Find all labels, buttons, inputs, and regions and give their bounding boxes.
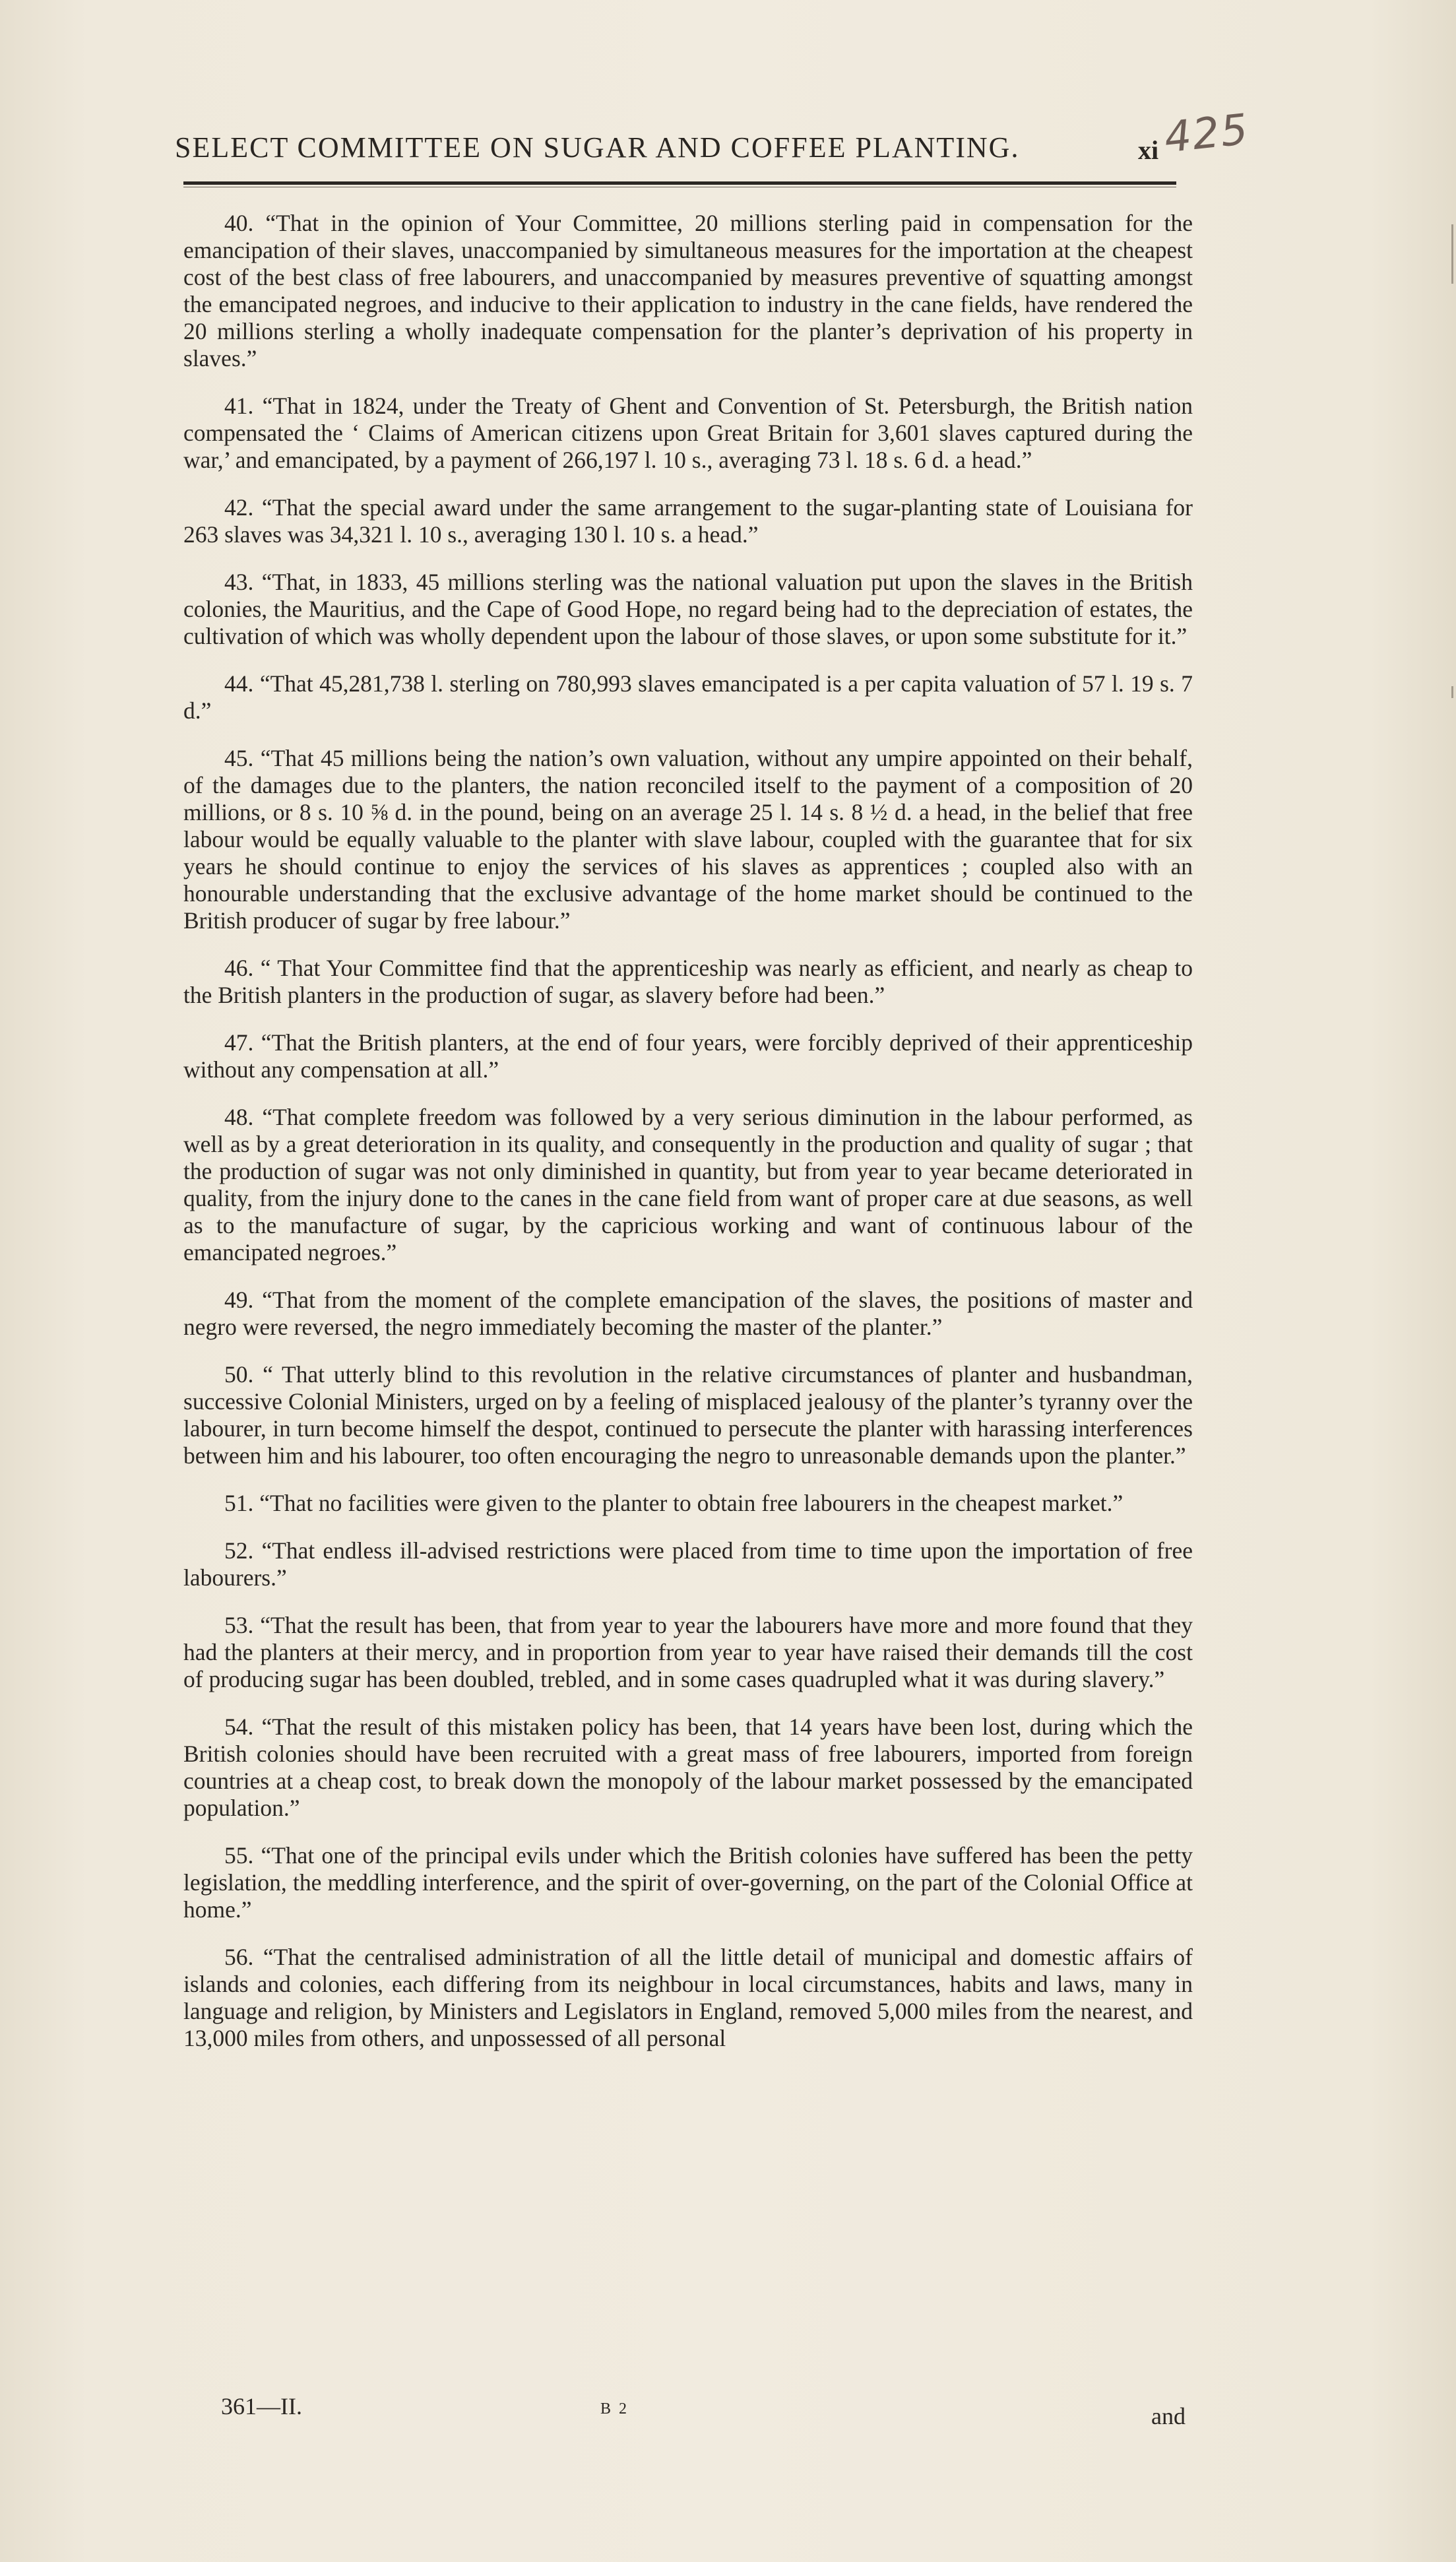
paragraph-56: 56. “That the centralised administration of all the little detail of municipal and domestic affairs of islands and colonies, each differing from its neighbour in local circumstances, habits and laws, many in language and religion, by Ministers and Legislators in England, removed 5,000 miles from the nearest, and 13,000 miles from others, and unpossessed of all personal (183, 1944, 1193, 2051)
paragraph-49: 49. “That from the moment of the complete emancipation of the slaves, the positions of master and negro were reversed, the negro immediately becoming the master of the planter.” (183, 1287, 1193, 1340)
handwritten-folio-number: 425 (1162, 105, 1251, 163)
catchword: and (1151, 2403, 1186, 2429)
running-header (175, 105, 1251, 178)
document-number: 361—II. (221, 2393, 302, 2419)
signature-mark: B 2 (600, 2400, 629, 2418)
page-edge-mark (1451, 224, 1453, 284)
paragraph-43: 43. “That, in 1833, 45 millions sterling was the national valuation put upon the slaves in the British colonies, the Mauritius, and the Cape of Good Hope, no regard being had to the depreciation of estates, the cultivation of which was wholly dependent upon the labour of those slaves, or upon some substitute for it.” (183, 569, 1193, 649)
body-text (183, 210, 1193, 2072)
paragraph-42: 42. “That the special award under the same arrangement to the sugar-planting state of Louisiana for 263 slaves was 34,321 l. 10 s., averaging 130 l. 10 s. a head.” (183, 494, 1193, 548)
paragraph-54: 54. “That the result of this mistaken policy has been, that 14 years have been lost, during which the British colonies should have been recruited with a great mass of free labourers, imported from foreign countries at a cheap cost, to break down the monopoly of the labour market possessed by the emancipated population.” (183, 1713, 1193, 1821)
paragraph-53: 53. “That the result has been, that from year to year the labourers have more and more found that they had the planters at their mercy, and in proportion from year to year have raised their demands till the cost of producing sugar has been doubled, trebled, and in some cases quadrupled what it was during slavery.” (183, 1612, 1193, 1692)
paragraph-48: 48. “That complete freedom was followed by a very serious diminution in the labour performed, as well as by a great deterioration in its quality, and consequently in the production and quality of sugar ; that the production of sugar was not only diminished in quantity, but from year to year became deteriorated in quality, from the injury done to the canes in the cane field from want of proper care at due seasons, as well as to the manufacture of sugar, by the capricious working and want of continuous labour of the emancipated negroes.” (183, 1104, 1193, 1265)
paragraph-55: 55. “That one of the principal evils under which the British colonies have suffered has been the petty legislation, the meddling interference, and the spirit of over-governing, on the part of the Colonial Office at home.” (183, 1842, 1193, 1923)
paragraph-50: 50. “ That utterly blind to this revolution in the relative circumstances of planter and husbandman, successive Colonial Ministers, urged on by a feeling of misplaced jealousy of the planter’s tyranny over the labourer, in turn become himself the despot, continued to persecute the planter with harassing interferences between him and his labourer, too often encouraging the negro to unreasonable demands upon the planter.” (183, 1361, 1193, 1469)
header-title: SELECT COMMITTEE ON SUGAR AND COFFEE PLANTING. (175, 131, 1020, 164)
header-rule (183, 181, 1176, 185)
paragraph-44: 44. “That 45,281,738 l. sterling on 780,993 slaves emancipated is a per capita valuation of 57 l. 19 s. 7 d.” (183, 670, 1193, 724)
paragraph-46: 46. “ That Your Committee find that the apprenticeship was nearly as efficient, and nearly as cheap to the British planters in the production of sugar, as slavery before had been.” (183, 955, 1193, 1008)
paragraph-41: 41. “That in 1824, under the Treaty of Ghent and Convention of St. Petersburgh, the British nation compensated the ‘ Claims of American citizens upon Great Britain for 3,601 slaves captured during the war,’ and emancipated, by a payment of 266,197 l. 10 s., averaging 73 l. 18 s. 6 d. a head.” (183, 393, 1193, 473)
page-edge-mark (1451, 686, 1453, 698)
paragraph-51: 51. “That no facilities were given to the planter to obtain free labourers in the cheapest market.” (224, 1490, 1124, 1516)
paragraph-47: 47. “That the British planters, at the end of four years, were forcibly deprived of their apprenticeship without any compensation at all.” (183, 1029, 1193, 1083)
paragraph-45: 45. “That 45 millions being the nation’s own valuation, without any umpire appointed on their behalf, of the damages due to the planters, the nation reconciled itself to the payment of a composition of 20 millions, or 8 s. 10 ⅝ d. in the pound, being on an average 25 l. 14 s. 8 ½ d. a head, in the belief that free labour would be equally valuable to the planter with slave labour, coupled with the guarantee that for six years he should continue to enjoy the services of his slaves as apprentices ; coupled also with an honourable understanding that the exclusive advantage of the home market should be continued to the British producer of sugar by free labour.” (183, 745, 1193, 934)
paragraph-52: 52. “That endless ill-advised restrictions were placed from time to time upon the importation of free labourers.” (183, 1537, 1193, 1591)
page-number-roman: xi (1138, 135, 1159, 165)
paragraph-40: 40. “That in the opinion of Your Committee, 20 millions sterling paid in compensation for the emancipation of their slaves, unaccompanied by simultaneous measures for the importation at the cheapest cost of the best class of free labourers, and unaccompanied by measures preventive of squatting amongst the emancipated negroes, and inducive to their application to industry in the cane fields, have rendered the 20 millions sterling a wholly inadequate compensation for the planter’s deprivation of his property in slaves.” (183, 210, 1193, 371)
